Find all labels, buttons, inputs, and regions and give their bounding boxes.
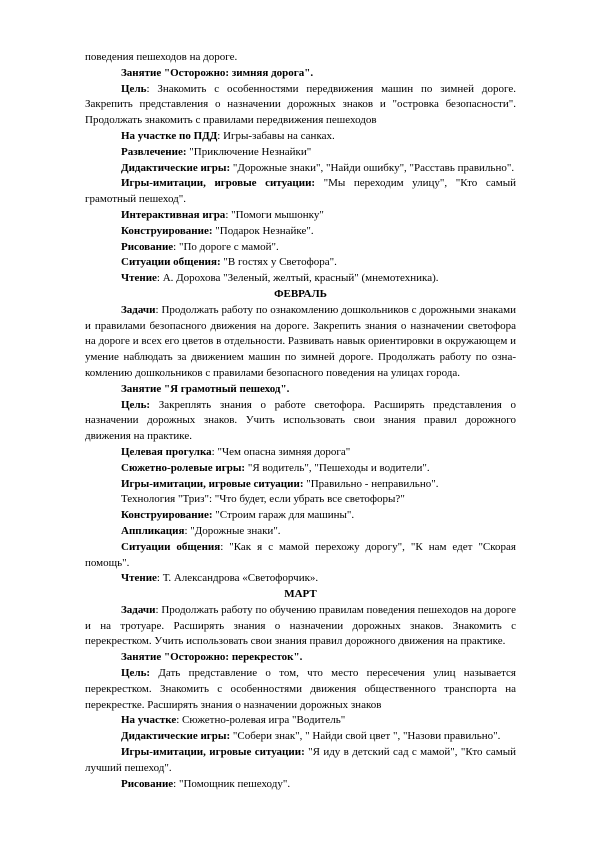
label: Чтение: [121, 572, 157, 585]
text: : Продолжать работу по обучению правилам поведения пешеходов на дороге и на тротуаре. Расширять знания о назначении дорожных знаков. Знакомить с перекрестком. Учить использовать свои знания правил дорожного движения на практике.: [85, 603, 516, 648]
text: : "Помощник пешеходу".: [173, 777, 291, 790]
label: ФЕВРАЛЬ: [274, 287, 327, 300]
paragraph: [85, 208, 516, 224]
text: поведения пешеходов на дороге.: [85, 51, 238, 63]
paragraph: [85, 666, 516, 713]
text: : "Помоги мышонку": [225, 208, 324, 221]
label: Интерактивная игра: [121, 208, 226, 221]
text: : Т. Александрова «Светофорчик».: [156, 572, 319, 585]
text: : Игры-забавы на санках.: [217, 129, 335, 142]
label: Ситуации общения:: [121, 256, 221, 269]
label: Сюжетно-ролевые игры:: [121, 461, 246, 474]
label: Игры-имитации, игровые ситуации:: [121, 477, 304, 490]
text: "Я иду в детский сад с мамой", "Кто самый лучший пешеход".: [85, 746, 516, 774]
paragraph: [85, 50, 516, 66]
paragraph: [85, 145, 516, 161]
label: Занятие "Осторожно: зимняя дорога".: [121, 66, 314, 79]
label: Игры-имитации, игровые ситуации:: [121, 177, 316, 190]
label: Цель: [121, 82, 147, 95]
label: Ситуации общения: [121, 540, 221, 553]
lesson-heading: [85, 382, 516, 398]
paragraph: [85, 161, 516, 177]
label: Занятие "Я грамотный пешеход".: [121, 382, 290, 395]
month-heading: [85, 587, 516, 603]
label: Чтение: [121, 272, 157, 285]
text: "Я водитель", "Пешеходы и водители".: [245, 461, 430, 474]
paragraph: [85, 461, 516, 477]
text: Дать представление о том, что место пересечения улиц называется перекрестком. Знакомить с особенностями движения общественного транспорта на перекрестке. Расширять знания о назначении дорожных знаков: [85, 667, 516, 711]
text: : "Чем опасна зимняя дорога": [211, 445, 351, 458]
text: : А. Дорохова "Зеленый, желтый, красный" (мнемотехника).: [156, 272, 439, 285]
label: Дидактические игры:: [121, 161, 231, 174]
label: Рисование: [121, 240, 174, 253]
paragraph: [85, 255, 516, 271]
document-page: [85, 50, 516, 792]
label: Задачи: [121, 303, 156, 316]
label: Аппликация: [121, 524, 185, 537]
paragraph: [85, 745, 516, 777]
paragraph: [85, 492, 516, 508]
paragraph: [85, 777, 516, 793]
paragraph: [85, 240, 516, 256]
text: "Собери знак", " Найди свой цвет ", "Назови правильно".: [230, 730, 501, 743]
paragraph: [85, 82, 516, 129]
lesson-heading: [85, 650, 516, 666]
label: На участке по ПДД: [121, 129, 218, 142]
paragraph: [85, 713, 516, 729]
label: Целевая прогулка: [121, 445, 212, 458]
lesson-heading: [85, 66, 516, 82]
paragraph: [85, 571, 516, 587]
text: "Дорожные знаки", "Найди ошибку", "Расставь правильно".: [230, 161, 515, 174]
text: "Мы переходим улицу", "Кто самый грамотный пешеход".: [85, 177, 516, 206]
text: : "Дорожные знаки".: [184, 524, 281, 537]
paragraph: [85, 540, 516, 572]
text: : "Как я с мамой перехожу дорогу", "К нам едет "Скорая помощь".: [85, 540, 516, 569]
paragraph: [85, 508, 516, 524]
paragraph: [85, 271, 516, 287]
paragraph: [85, 224, 516, 240]
paragraph: [85, 445, 516, 461]
label: Цель:: [121, 398, 151, 411]
text: : Продолжать работу по ознакомлению дошкольников с дорожными знаками и правилами безопасного движения на дороге. Закрепить знания о назначении светофора на дороге и всех его цветов в отдельности. Развивать навык ориентировки в окружающем и умение наблюдать за движением машин по зимней дороге. Продолжать работу по озна-комлению дошкольников с правилами безопасного поведения на улицах города.: [85, 303, 516, 379]
text: : Сюжетно-ролевая игра "Водитель": [176, 714, 346, 727]
label: Развлечение:: [121, 145, 187, 158]
paragraph: [85, 477, 516, 493]
text: "Правильно - неправильно".: [303, 477, 439, 490]
label: На участке: [121, 714, 177, 727]
paragraph: [85, 729, 516, 745]
paragraph: [85, 524, 516, 540]
text: Закреплять знания о работе светофора. Расширять представления о назначении дорожных знаков. Учить использовать свои знания правил дорожного движения на практике.: [85, 398, 516, 443]
label: Рисование: [121, 777, 174, 790]
paragraph: [85, 176, 516, 208]
text: Технология "Триз": "Что будет, если убрать все светофоры?": [121, 493, 405, 506]
label: Игры-имитации, игровые ситуации:: [121, 746, 305, 759]
label: МАРТ: [284, 588, 317, 601]
label: Задачи: [121, 603, 156, 616]
text: "Строим гараж для машины".: [212, 509, 355, 522]
label: Занятие "Осторожно: перекресток".: [121, 651, 303, 664]
text: "Приключение Незнайки": [186, 145, 312, 158]
paragraph: [85, 303, 516, 382]
month-heading: [85, 287, 516, 303]
paragraph: [85, 398, 516, 445]
label: Конструирование:: [121, 509, 213, 522]
paragraph: [85, 603, 516, 650]
text: : Знакомить с особенностями передвижения машин по зимней дороге. Закрепить представления о назначении дорожных знаков и "островка безопасности". Продолжать знакомить с правилами передвижения пешеходов: [85, 82, 516, 127]
text: "Подарок Незнайке".: [212, 224, 314, 237]
text: "В гостях у Светофора".: [220, 256, 337, 269]
text: : "По дороге с мамой".: [173, 240, 279, 253]
label: Дидактические игры:: [121, 730, 231, 743]
label: Конструирование:: [121, 224, 213, 237]
label: Цель:: [121, 667, 151, 680]
paragraph: [85, 129, 516, 145]
